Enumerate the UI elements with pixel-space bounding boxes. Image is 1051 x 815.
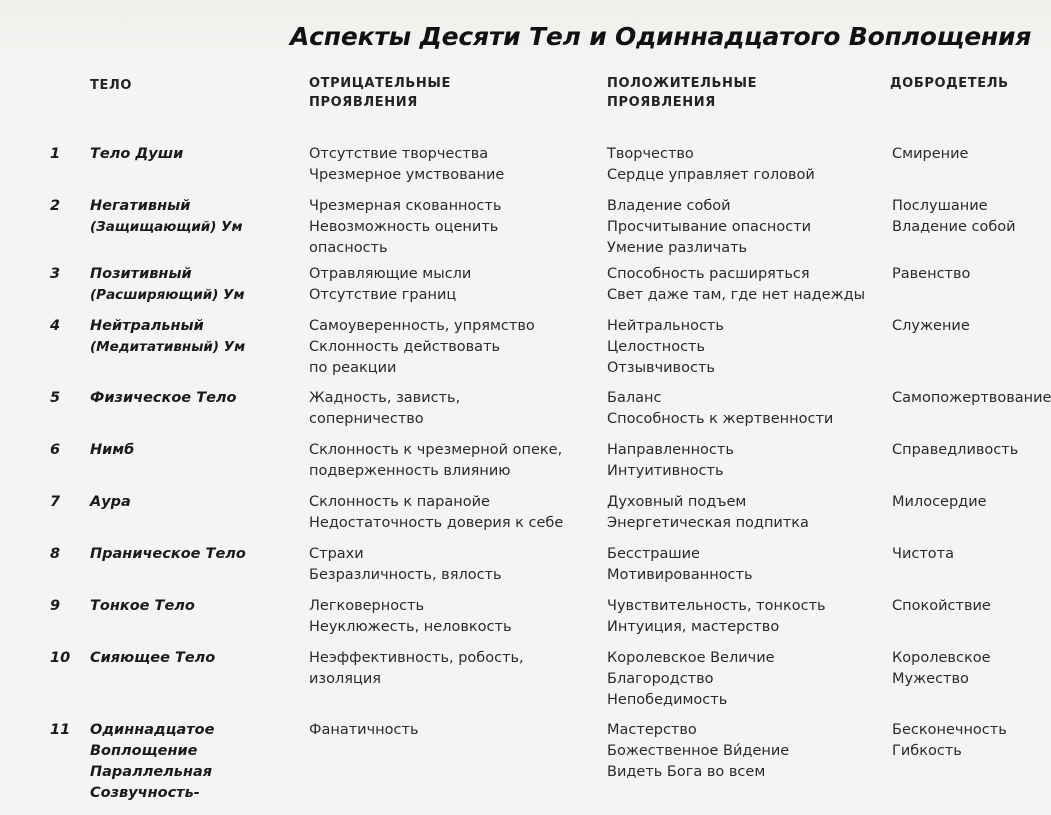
body-name-line: Воплощение [90, 743, 198, 759]
row-number: 6 [50, 442, 61, 458]
body-name-line: Негативный [90, 198, 191, 214]
header-positive [607, 74, 757, 112]
negative-manifestations-line: опасность [309, 240, 388, 256]
body-name-line: Одиннадцатое [90, 722, 215, 738]
body-name [90, 492, 131, 513]
positive-manifestations-line: Чувствительность, тонкость [607, 598, 826, 614]
row-number: 10 [50, 650, 71, 666]
positive-manifestations [607, 720, 789, 783]
body-name-line: Праническое Тело [90, 546, 246, 562]
body-name-line: Позитивный [90, 266, 192, 282]
positive-manifestations [607, 388, 833, 430]
positive-manifestations-line: Королевское Величие [607, 650, 775, 666]
virtue [892, 388, 1051, 409]
body-name-line: (Расширяющий) Ум [90, 287, 245, 303]
virtue-line: Смирение [892, 146, 969, 162]
positive-manifestations-line: Видеть Бога во всем [607, 764, 766, 780]
positive-manifestations [607, 316, 724, 379]
page-title: Аспекты Десяти Тел и Одиннадцатого Воплощения [290, 22, 1032, 51]
negative-manifestations-line: соперничество [309, 411, 424, 427]
negative-manifestations [309, 440, 562, 482]
header-positive-line-2: ПРОЯВЛЕНИЯ [607, 95, 716, 110]
negative-manifestations-line: Невозможность оценить [309, 219, 499, 235]
negative-manifestations [309, 196, 501, 259]
row-number: 1 [50, 146, 61, 162]
header-virtue [890, 74, 1009, 93]
body-name [90, 544, 246, 565]
negative-manifestations-line: Чрезмерное умствование [309, 167, 505, 183]
negative-manifestations-line: изоляция [309, 671, 382, 687]
body-name [90, 316, 245, 358]
negative-manifestations-line: Склонность к чрезмерной опеке, [309, 442, 563, 458]
body-name-line: Физическое Тело [90, 390, 237, 406]
positive-manifestations-line: Способность к жертвенности [607, 411, 834, 427]
row-number: 9 [50, 598, 61, 614]
virtue-line: Служение [892, 318, 970, 334]
header-body-label: ТЕЛО [90, 78, 132, 93]
header-negative-line-2: ПРОЯВЛЕНИЯ [309, 95, 418, 110]
positive-manifestations-line: Интуиция, мастерство [607, 619, 780, 635]
positive-manifestations-line: Умение различать [607, 240, 748, 256]
positive-manifestations-line: Творчество [607, 146, 694, 162]
negative-manifestations [309, 596, 511, 638]
positive-manifestations-line: Непобедимость [607, 692, 728, 708]
virtue-line: Самопожертвование [892, 390, 1051, 406]
negative-manifestations [309, 144, 504, 186]
header-positive-line-1: ПОЛОЖИТЕЛЬНЫЕ [607, 76, 758, 91]
virtue-line: Владение собой [892, 219, 1016, 235]
negative-manifestations [309, 648, 524, 690]
positive-manifestations-line: Просчитывание опасности [607, 219, 812, 235]
positive-manifestations-line: Целостность [607, 339, 706, 355]
negative-manifestations [309, 316, 535, 379]
negative-manifestations-line: Отсутствие границ [309, 287, 457, 303]
positive-manifestations [607, 196, 811, 259]
positive-manifestations-line: Способность расширяться [607, 266, 810, 282]
positive-manifestations-line: Направленность [607, 442, 734, 458]
virtue-line: Мужество [892, 671, 969, 687]
negative-manifestations-line: Неэффективность, робость, [309, 650, 524, 666]
negative-manifestations [309, 720, 419, 741]
negative-manifestations [309, 388, 460, 430]
positive-manifestations-line: Мастерство [607, 722, 697, 738]
body-name-line: Аура [90, 494, 131, 510]
virtue [892, 144, 968, 165]
negative-manifestations-line: Чрезмерная скованность [309, 198, 502, 214]
negative-manifestations-line: подверженность влиянию [309, 463, 511, 479]
header-virtue-label: ДОБРОДЕТЕЛЬ [890, 76, 1009, 91]
row-number: 7 [50, 494, 61, 510]
negative-manifestations-line: Жадность, зависть, [309, 390, 461, 406]
body-name [90, 440, 134, 461]
negative-manifestations-line: Отсутствие творчества [309, 146, 489, 162]
body-name [90, 144, 183, 165]
virtue [892, 648, 991, 690]
virtue-line: Равенство [892, 266, 971, 282]
virtue [892, 596, 991, 617]
negative-manifestations [309, 544, 502, 586]
negative-manifestations-line: Самоуверенность, упрямство [309, 318, 535, 334]
virtue-line: Бесконечность [892, 722, 1007, 738]
negative-manifestations-line: Страхи [309, 546, 364, 562]
positive-manifestations [607, 144, 815, 186]
header-body [90, 76, 132, 95]
negative-manifestations-line: Склонность действовать [309, 339, 501, 355]
positive-manifestations-line: Отзывчивость [607, 360, 715, 376]
positive-manifestations-line: Свет даже там, где нет надежды [607, 287, 866, 303]
virtue-line: Гибкость [892, 743, 962, 759]
positive-manifestations-line: Владение собой [607, 198, 731, 214]
positive-manifestations [607, 492, 809, 534]
virtue-line: Справедливость [892, 442, 1019, 458]
body-name-line: (Защищающий) Ум [90, 219, 243, 235]
body-name-line: Сияющее Тело [90, 650, 216, 666]
virtue [892, 264, 970, 285]
virtue [892, 196, 1016, 238]
positive-manifestations [607, 544, 753, 586]
virtue-line: Королевское [892, 650, 991, 666]
positive-manifestations-line: Интуитивность [607, 463, 724, 479]
negative-manifestations [309, 492, 563, 534]
negative-manifestations [309, 264, 471, 306]
positive-manifestations-line: Энергетическая подпитка [607, 515, 809, 531]
positive-manifestations [607, 440, 734, 482]
positive-manifestations-line: Божественное Ви́дение [607, 743, 790, 759]
row-number: 5 [50, 390, 61, 406]
positive-manifestations [607, 648, 775, 711]
negative-manifestations-line: Склонность к паранойе [309, 494, 490, 510]
body-name-line: Тело Души [90, 146, 184, 162]
body-name-line: Нимб [90, 442, 135, 458]
body-name [90, 596, 195, 617]
row-number: 4 [50, 318, 61, 334]
negative-manifestations-line: Недостаточность доверия к себе [309, 515, 564, 531]
body-name-line: Параллельная [90, 764, 213, 780]
positive-manifestations-line: Духовный подъем [607, 494, 747, 510]
body-name-line: Нейтральный [90, 318, 204, 334]
virtue [892, 720, 1007, 762]
negative-manifestations-line: Безразличность, вялость [309, 567, 502, 583]
positive-manifestations-line: Нейтральность [607, 318, 724, 334]
negative-manifestations-line: Отравляющие мысли [309, 266, 472, 282]
positive-manifestations-line: Бесстрашие [607, 546, 700, 562]
negative-manifestations-line: Неуклюжесть, неловкость [309, 619, 512, 635]
positive-manifestations [607, 264, 865, 306]
body-name-line: Тонкое Тело [90, 598, 195, 614]
body-name [90, 720, 214, 804]
virtue [892, 440, 1018, 461]
virtue-line: Спокойствие [892, 598, 991, 614]
positive-manifestations-line: Мотивированность [607, 567, 753, 583]
virtue-line: Чистота [892, 546, 954, 562]
header-negative-line-1: ОТРИЦАТЕЛЬНЫЕ [309, 76, 451, 91]
positive-manifestations-line: Сердце управляет головой [607, 167, 815, 183]
row-number: 8 [50, 546, 61, 562]
body-name [90, 264, 245, 306]
body-name [90, 648, 215, 669]
body-name [90, 196, 243, 238]
negative-manifestations-line: Фанатичность [309, 722, 419, 738]
header-negative [309, 74, 451, 112]
row-number: 2 [50, 198, 61, 214]
body-name-line: Созвучность- [90, 785, 200, 801]
virtue [892, 492, 987, 513]
body-name [90, 388, 237, 409]
virtue-line: Милосердие [892, 494, 987, 510]
negative-manifestations-line: Легковерность [309, 598, 425, 614]
virtue [892, 544, 954, 565]
row-number: 11 [50, 722, 71, 738]
negative-manifestations-line: по реакции [309, 360, 397, 376]
virtue [892, 316, 970, 337]
row-number: 3 [50, 266, 61, 282]
positive-manifestations-line: Благородство [607, 671, 714, 687]
body-name-line: (Медитативный) Ум [90, 339, 246, 355]
positive-manifestations [607, 596, 826, 638]
virtue-line: Послушание [892, 198, 988, 214]
positive-manifestations-line: Баланс [607, 390, 662, 406]
